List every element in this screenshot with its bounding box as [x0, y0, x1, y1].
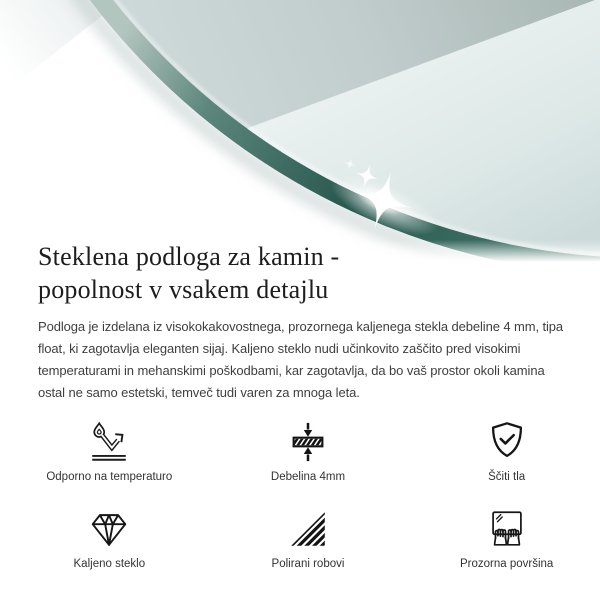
page-title-line1: Steklena podloga za kamin - — [38, 242, 340, 271]
thickness-4mm-icon — [285, 419, 331, 465]
diamond-icon — [86, 506, 132, 552]
hands-glass-icon — [484, 506, 530, 552]
left-hand — [494, 529, 506, 544]
feature-tempered-glass — [10, 506, 209, 571]
temperature-resistant-icon — [86, 419, 132, 465]
shield-check-icon — [484, 419, 530, 465]
feature-label: Kaljeno steklo — [73, 558, 146, 570]
feature-protects-floor — [407, 419, 600, 484]
page-title-line2: popolnost v vsakem detajlu — [38, 275, 329, 304]
right-hand — [507, 529, 519, 544]
polished-edges-icon — [285, 506, 331, 552]
feature-grid — [10, 419, 600, 571]
feature-label: Ščiti tla — [488, 471, 526, 483]
feature-label: Debelina 4mm — [270, 471, 346, 483]
feature-label: Prozorna površina — [460, 558, 554, 570]
feature-label: Polirani robovi — [271, 558, 345, 570]
feature-transparent-surface — [407, 506, 600, 571]
feature-label: Odporno na temperaturo — [46, 471, 173, 483]
product-description: Podloga je izdelana iz visokokakovostnega, prozornega kaljenega stekla debeline 4 mm, tipa float, ki zagotavlja eleganten sijaj. Kaljeno steklo nudi učinkovito zaščito pred visokimi temperaturami in mehanskimi poškodbami, kar zagotavlja, da bo vaš prostor okoli kamina ostal ne samo estetski, temveč tudi varen za mnoga leta. — [38, 319, 564, 400]
feature-polished-edges — [209, 506, 408, 571]
feature-thickness — [209, 419, 408, 484]
feature-temperature-resistant — [10, 419, 209, 484]
page-title — [38, 240, 566, 306]
